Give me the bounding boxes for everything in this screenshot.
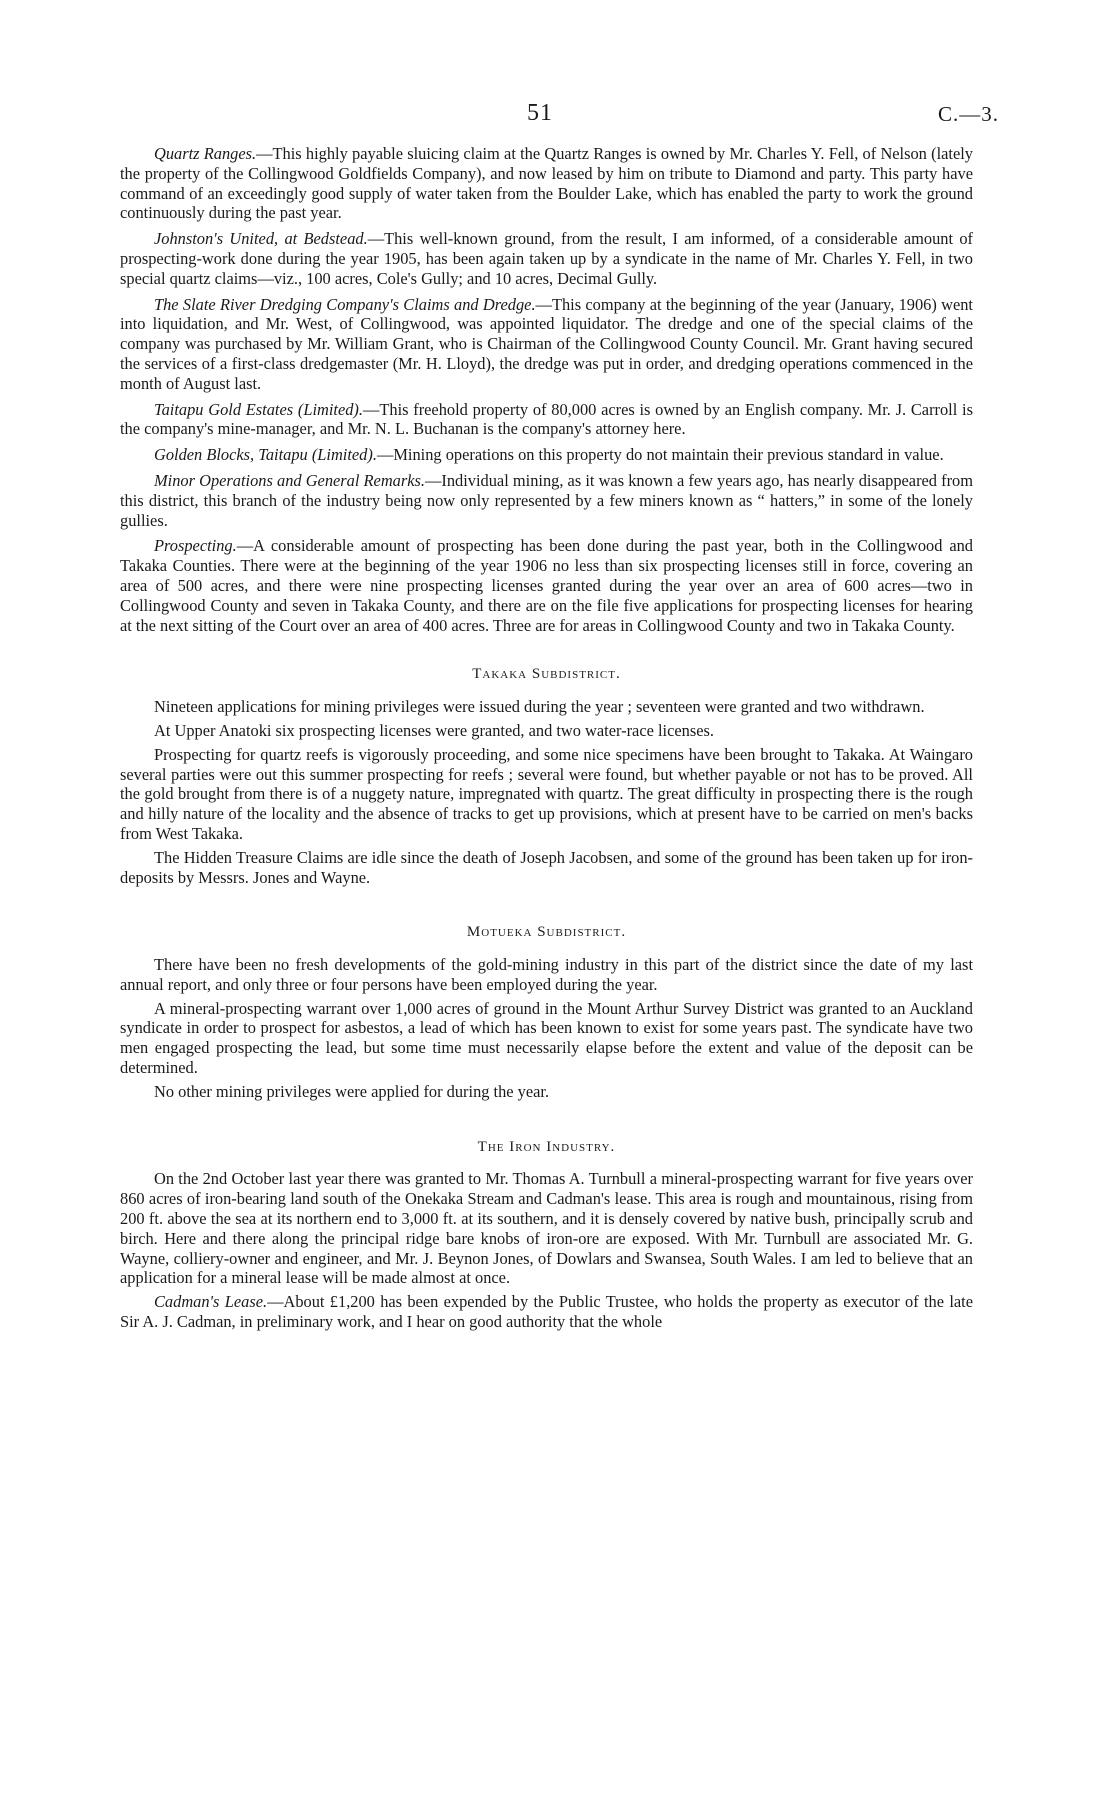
paragraph-lead: Cadman's Lease.	[154, 1292, 268, 1312]
paragraph-prospecting	[120, 536, 973, 635]
paragraph-takaka-4: The Hidden Treasure Claims are idle since the death of Joseph Jacobsen, and some of the ground has been taken up for iron-deposits by Messrs. Jones and Wayne.	[120, 847, 973, 887]
paragraph-text: —Individual mining, as it was known a few years ago, has nearly disappeared from this district, this branch of the industry being now only represented by a few miners known as “ hatters,” in some of the lonely gullies.	[120, 470, 973, 530]
paragraph-motueka-1: There have been no fresh developments of the gold-mining industry in this part of the district since the date of my last annual report, and only three or four persons have been employed during the year.	[120, 955, 973, 994]
paragraph-text: —This freehold property of 80,000 acres is owned by an English company. Mr. J. Carroll is the company's mine-manager, and Mr. N. L. Buchanan is the company's attorney here.	[120, 399, 973, 439]
paragraph-lead: Quartz Ranges.	[154, 144, 257, 163]
paragraph-cadmans-lease	[120, 1292, 973, 1332]
paragraph-text: —A considerable amount of prospecting has been done during the past year, both in the Collingwood and Takaka Counties. There were at the beginning of the year 1906 no less than six prospecting licenses still in force, covering an area of 500 acres, and there were nine prospecting licenses granted during the year over an area of 600 acres—two in Collingwood County and seven in Takaka County, and there are on the file five applications for prospecting licenses for hearing at the next sitting of the Court over an area of 400 acres. Three are for areas in Collingwood County and two in Takaka County.	[120, 536, 973, 635]
page-number: 51	[527, 100, 553, 126]
paragraph-motueka-3: No other mining privileges were applied for during the year.	[154, 1081, 550, 1101]
paragraph-iron-1: On the 2nd October last year there was granted to Mr. Thomas A. Turnbull a mineral-prospecting warrant for five years over 860 acres of iron-bearing land south of the Onekaka Stream and Cadman's lease. This area is rough and mountainous, rising from 200 ft. above the sea at its northern end to 3,000 ft. at its southern, and it is densely covered by native bush, principally scrub and birch. Here and there along the principal ridge bare knobs of iron-ore are exposed. With Mr. Turnbull are associated Mr. G. Wayne, colliery-owner and engineer, and Mr. J. Beynon Jones, of Dowlars and Swansea, South Wales. I am led to believe that an application for a mineral lease will be made almost at once.	[120, 1169, 973, 1288]
paragraph-lead: Taitapu Gold Estates (Limited).	[154, 399, 363, 419]
paragraph-lead: Johnston's United, at Bedstead.	[154, 229, 368, 249]
paragraph-text: —About £1,200 has been expended by the Public Trustee, who holds the property as executor of the late Sir A. J. Cadman, in preliminary work, and I hear on good authority that the whole	[120, 1292, 974, 1332]
paragraph-motueka-2: A mineral-prospecting warrant over 1,000 acres of ground in the Mount Arthur Survey District was granted to an Auckland syndicate in order to prospect for asbestos, a lead of which has been known to exist for some years past. The syndicate have two men engaged prospecting the lead, but some time must necessarily elapse before the extent and value of the deposit can be determined.	[120, 998, 973, 1078]
paragraph-quartz-ranges	[120, 144, 973, 223]
paragraph-text: —This well-known ground, from the result, I am informed, of a considerable amount of prospecting-work done during the year 1905, has been again taken up by a syndicate in the name of Mr. Charles Y. Fell, in two special quartz claims—viz., 100 acres, Cole's Gully; and 10 acres, Decimal Gully.	[120, 229, 973, 288]
paragraph-takaka-2: At Upper Anatoki six prospecting licenses were granted, and two water-race licenses.	[154, 720, 714, 740]
section-heading-iron-industry: The Iron Industry.	[477, 1138, 616, 1155]
paragraph-takaka-1: Nineteen applications for mining privileges were issued during the year ; seventeen were granted and two withdrawn.	[154, 697, 925, 717]
paragraph-taitapu-gold	[120, 400, 973, 440]
paragraph-text: —Mining operations on this property do not maintain their previous standard in value.	[376, 445, 944, 465]
paragraph-text: —This company at the beginning of the year (January, 1906) went into liquidation, and Mr. West, of Collingwood, was appointed liquidator. The dredge and one of the special claims of the company was purchased by Mr. William Grant, who is Chairman of the Collingwood County Council. Mr. Grant having secured the services of a first-class dredgemaster (Mr. H. Lloyd), the dredge was put in order, and dredging operations commenced in the month of August last.	[120, 294, 973, 393]
paragraph-lead: Prospecting.	[154, 536, 237, 556]
paragraph-lead: The Slate River Dredging Company's Claims and Dredge.	[154, 294, 536, 314]
paragraph-minor-operations	[120, 471, 973, 530]
section-heading-takaka: Takaka Subdistrict.	[472, 666, 621, 683]
page-body	[120, 144, 973, 1336]
document-reference: C.—3.	[938, 102, 1000, 126]
paragraph-golden-blocks	[120, 445, 973, 465]
paragraph-johnstons-united	[120, 229, 973, 288]
paragraph-lead: Golden Blocks, Taitapu (Limited).	[154, 445, 377, 465]
section-heading-motueka: Motueka Subdistrict.	[466, 924, 627, 941]
paragraph-lead: Minor Operations and General Remarks.	[154, 470, 425, 490]
paragraph-takaka-3: Prospecting for quartz reefs is vigorously proceeding, and some nice specimens have been brought to Takaka. At Waingaro several parties were out this summer prospecting for reefs ; several were found, but whether payable or not has to be proved. All the gold brought from there is of a nuggety nature, impregnated with quartz. The great difficulty in prospecting there is the rough and hilly nature of the locality and the absence of tracks to get up provisions, which at present have to be carried on men's backs from West Takaka.	[120, 744, 973, 843]
paragraph-text: —This highly payable sluicing claim at the Quartz Ranges is owned by Mr. Charles Y. Fell, of Nelson (lately the property of the Collingwood Goldfields Company), and now leased by him on tribute to Diamond and party. This party have command of an exceedingly good supply of water taken from the Boulder Lake, which has enabled the party to work the ground continuously during the past year.	[120, 144, 973, 223]
paragraph-slate-river	[120, 295, 973, 394]
